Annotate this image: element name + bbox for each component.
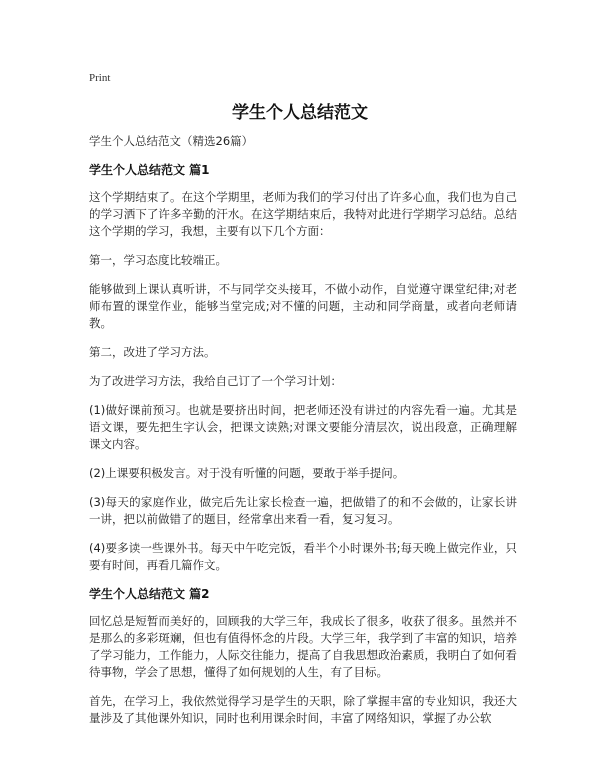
section-heading-1: 学生个人总结范文 篇1: [89, 163, 210, 177]
paragraph: 首先，在学习上，我依然觉得学习是学生的天职，除了掌握丰富的专业知识，我还大量涉及了其他课外知识，同时也利用课余时间，丰富了网络知识，掌握了办公软: [89, 694, 517, 725]
document-body: [89, 133, 517, 739]
document-subtitle: 学生个人总结范文（精选26篇）: [89, 134, 254, 148]
paragraph: (1)做好课前预习。也就是要挤出时间，把老师还没有讲过的内容先看一遍。尤其是语文课，要先把生字认会，把课文读熟;对课文要能分清层次，说出段意，正确理解课文内容。: [89, 403, 517, 451]
print-label: Print: [89, 72, 111, 84]
paragraph: 为了改进学习方法，我给自己订了一个学习计划：: [89, 374, 342, 388]
paragraph: (3)每天的家庭作业，做完后先让家长检查一遍，把做错了的和不会做的，让家长讲一讲，把以前做错了的题目，经常拿出来看一看，复习复习。: [89, 495, 517, 526]
paragraph: (2)上课要积极发言。对于没有听懂的问题，要敢于举手提问。: [89, 466, 405, 480]
paragraph: 这个学期结束了。在这个学期里，老师为我们的学习付出了许多心血，我们也为自己的学习洒下了许多辛勤的汗水。在这学期结束后，我特对此进行学期学习总结。总结这个学期的学习，我想，主要有以下几个方面：: [89, 190, 517, 238]
paragraph: 能够做到上课认真听讲，不与同学交头接耳，不做小动作，自觉遵守课堂纪律;对老师布置的课堂作业，能够当堂完成;对不懂的问题，主动和同学商量，或者向老师请教。: [89, 282, 517, 330]
page-title: 学生个人总结范文: [232, 103, 368, 123]
paragraph: (4)要多读一些课外书。每天中午吃完饭，看半个小时课外书;每天晚上做完作业，只要有时间，再看几篇作文。: [89, 541, 517, 572]
paragraph: 第一，学习态度比较端正。: [89, 253, 227, 267]
section-heading-2: 学生个人总结范文 篇2: [89, 587, 210, 601]
paragraph: 回忆总是短暂而美好的，回顾我的大学三年，我成长了很多，收获了很多。虽然并不是那么的多彩斑斓，但也有值得怀念的片段。大学三年，我学到了丰富的知识，培养了学习能力，工作能力，人际交往能力，提高了自我思想政治素质，我明白了如何看待事物，学会了思想，懂得了如何规划的人生，有了目标。: [89, 614, 517, 679]
paragraph: 第二，改进了学习方法。: [89, 345, 216, 359]
